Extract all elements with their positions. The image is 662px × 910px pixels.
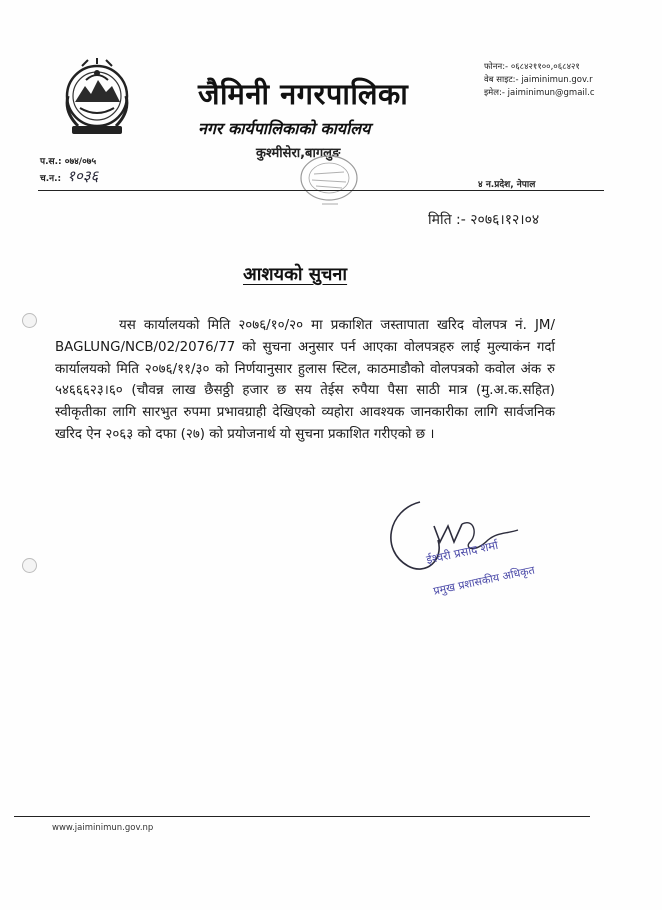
reference-block bbox=[40, 155, 190, 186]
footer-divider bbox=[14, 816, 590, 817]
header-divider bbox=[38, 190, 604, 191]
dispatch-number: १०३६ bbox=[67, 167, 99, 185]
notice-title: आशयको सुचना bbox=[243, 264, 348, 285]
signatory-post: प्रमुख प्रशासकीय अधिकृत bbox=[432, 563, 536, 598]
punch-hole bbox=[22, 558, 37, 573]
contact-phone: फोनन:- ०६८४२११००,०६८४२१ bbox=[484, 62, 580, 72]
reference-number: प.स.: ०७४/०७५ bbox=[40, 157, 97, 167]
contact-block bbox=[484, 61, 654, 100]
contact-email: इमेल:- jaiminimun@gmail.c bbox=[484, 88, 595, 98]
punch-hole bbox=[22, 313, 37, 328]
office-title: जैमिनी नगरपालिका bbox=[198, 77, 409, 111]
office-seal-stamp bbox=[294, 150, 364, 212]
province-label: ४ न.प्रदेश, नेपाल bbox=[478, 180, 536, 190]
office-location: कुश्मीसेरा,बागलुङ bbox=[256, 146, 341, 161]
dispatch-label: च.न.: bbox=[40, 174, 62, 184]
nepal-emblem-icon bbox=[58, 56, 136, 142]
notice-date: मिति :- २०७६।१२।०४ bbox=[428, 212, 540, 228]
signatory-name: ईश्वरी प्रसाद शर्मा bbox=[425, 537, 500, 567]
notice-body: यस कार्यालयको मिति २०७६/१०/२० मा प्रकाशित जस्तापाता खरिद वोलपत्र नं. JM/ BAGLUNG/NCB/02/2076/77 को सुचना अनुसार पर्न आएका वोलपत्रहरु लाई मुल्याकंन गर्दा कार्यालयको मिति २०७६/११/३० को निर्णयानुसार हुलास स्टिल, काठमाडौको वोलपत्रको कवोल अंक रु ५४६६६२३।६० (चौवन्न लाख छैसठ्ठी हजार छ सय तेईस रुपैया पैसा साठी मात्र (मु.अ.क.सहित) स्वीकृतीका लागि सारभुत रुपमा प्रभावग्राही देखिएको व्यहोरा आवश्यक जानकारीका लागि सार्वजनिक खरिद ऐन २०६३ को दफा (२७) को प्रयोजनार्थ यो सुचना प्रकाशित गरीएको छ । bbox=[55, 318, 555, 442]
office-subtitle: नगर कार्यपालिकाको कार्यालय bbox=[198, 119, 371, 138]
footer-website: www.jaiminimun.gov.np bbox=[52, 823, 154, 833]
dispatch-line bbox=[40, 169, 190, 186]
contact-website: वेब साइट:- jaiminimun.gov.r bbox=[484, 75, 593, 85]
